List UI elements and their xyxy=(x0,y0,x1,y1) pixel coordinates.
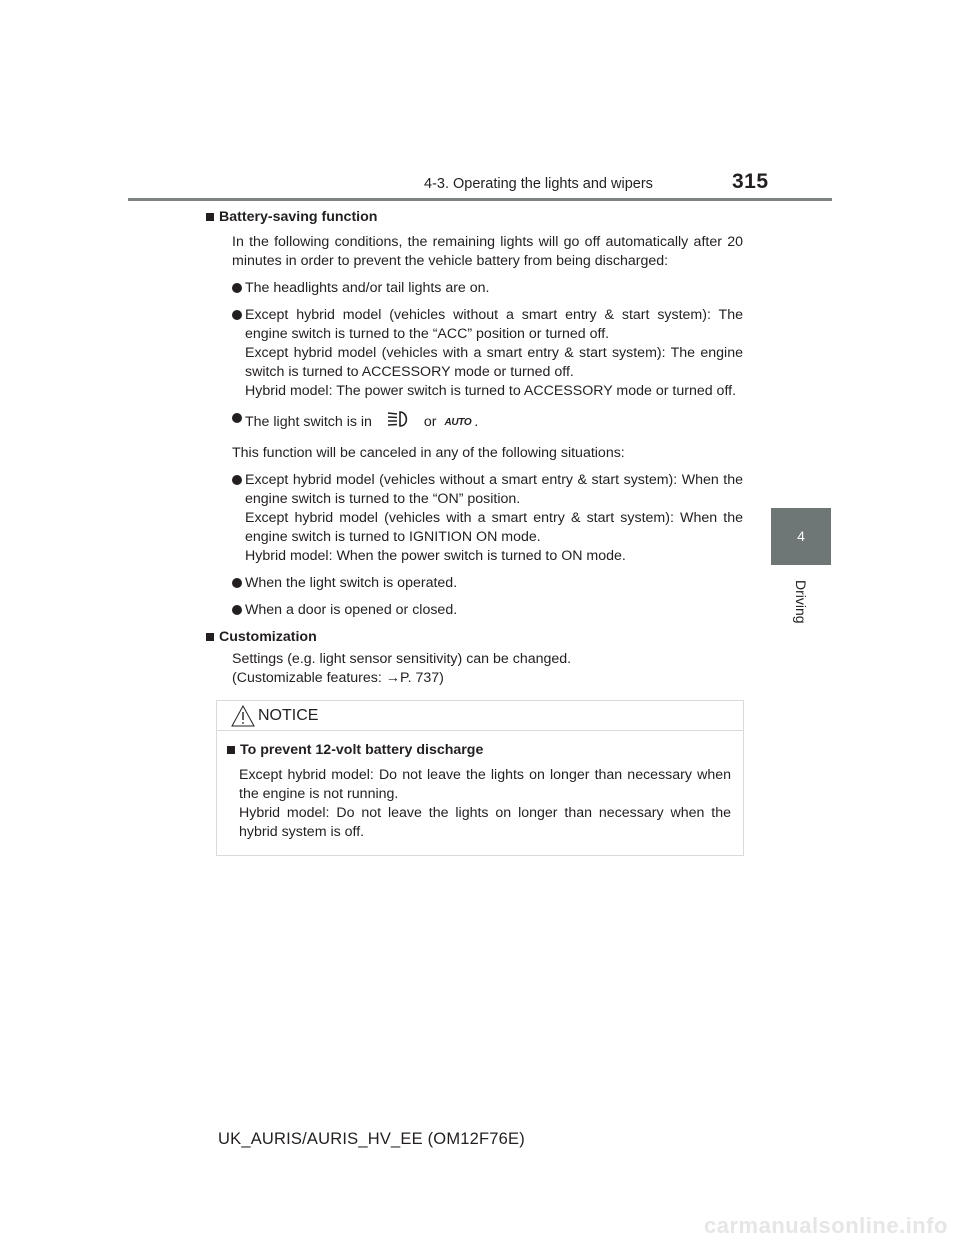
list-item: When a door is opened or closed. xyxy=(232,601,743,620)
page-number: 315 xyxy=(732,170,769,193)
list-item: When the light switch is operated. xyxy=(232,574,743,593)
notice-body xyxy=(227,741,731,842)
round-bullet-icon xyxy=(232,475,242,485)
customization-heading: Customization xyxy=(206,628,743,647)
chapter-number: 4 xyxy=(797,528,805,544)
notice-title: NOTICE xyxy=(258,707,319,724)
notice-header xyxy=(217,701,743,731)
section-title: 4-3. Operating the lights and wipers xyxy=(424,176,653,192)
list-item: The light switch is in or AUTO . xyxy=(232,409,743,435)
page-content xyxy=(219,208,743,688)
square-bullet-icon xyxy=(206,633,214,641)
square-bullet-icon xyxy=(206,213,214,221)
round-bullet-icon xyxy=(232,413,242,423)
round-bullet-icon xyxy=(232,578,242,588)
warning-triangle-icon xyxy=(231,705,255,732)
list-item: The headlights and/or tail lights are on. xyxy=(232,279,743,298)
auto-icon: AUTO xyxy=(444,416,472,428)
notice-text: Except hybrid model: Do not leave the lights on longer than necessary when the engine is not running. Hybrid model: Do not leave the lights on longer than necessary when the hybrid system is off. xyxy=(239,767,731,840)
notice-heading: To prevent 12-volt battery discharge xyxy=(227,741,731,760)
list-item: Except hybrid model (vehicles without a smart entry & start system): The engine switch is turned to the “ACC” position or turned off. Except hybrid model (vehicles with a smart entry & start system): The engine switch is turned to ACCESSORY mode or turned off. Hybrid model: The power switch is turned to ACCESSORY mode or turned off. xyxy=(232,306,743,401)
square-bullet-icon xyxy=(227,746,235,754)
chapter-tab xyxy=(771,508,831,565)
round-bullet-icon xyxy=(232,310,242,320)
battery-saving-heading: Battery-saving function xyxy=(206,208,743,227)
model-code: UK_AURIS/AURIS_HV_EE (OM12F76E) xyxy=(218,1130,525,1148)
watermark: carmanualsonline.info xyxy=(704,1213,948,1238)
header-divider xyxy=(128,198,832,201)
customization-text: Settings (e.g. light sensor sensitivity) can be changed. (Customizable features: →P. 737) xyxy=(232,650,743,688)
notice-box xyxy=(216,700,744,856)
round-bullet-icon xyxy=(232,605,242,615)
chapter-label: Driving xyxy=(793,580,809,624)
round-bullet-icon xyxy=(232,283,242,293)
customization-link[interactable]: (Customizable features: →P. 737) xyxy=(232,670,444,686)
list-item: Except hybrid model (vehicles without a smart entry & start system): When the engine switch is turned to the “ON” position. Except hybrid model (vehicles with a smart entry & start system): When the engine switch is turned to IGNITION ON mode. Hybrid model: When the power switch is turned to ON mode. xyxy=(232,471,743,566)
battery-saving-intro: In the following conditions, the remaining lights will go off automatically after 20 minutes in order to prevent the vehicle battery from being discharged: xyxy=(232,234,743,269)
headlight-icon xyxy=(386,409,412,435)
cancel-intro: This function will be canceled in any of the following situations: xyxy=(232,445,625,461)
